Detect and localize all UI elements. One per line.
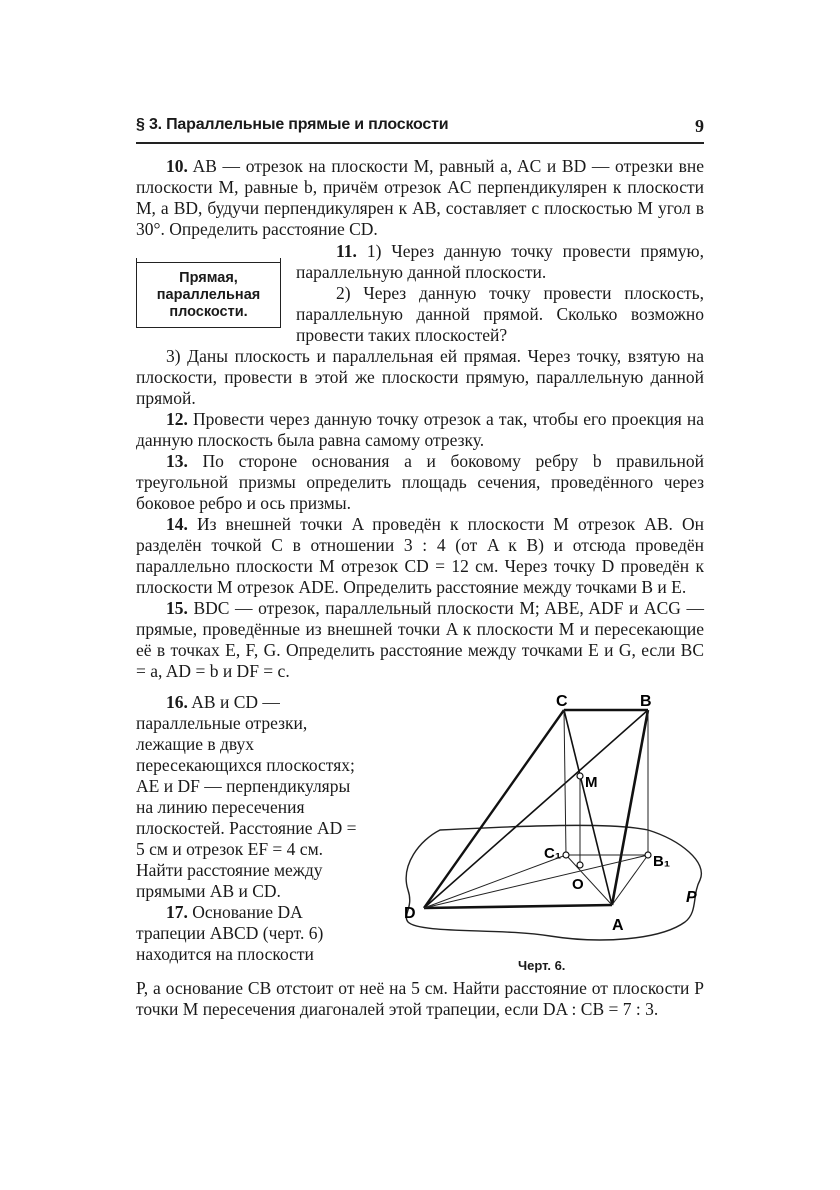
problem-10 <box>136 156 704 240</box>
label-c1: C₁ <box>544 845 562 862</box>
trapezoid-figure <box>380 690 710 950</box>
problem-text: BDC — отрезок, параллельный плоскости M; ABE, ADF и ACG — прямые, проведённые из внешней точки A к плоскости M и пересекающие её в точках E, F, G. Определить расстояние между точками E и G, если BC = a, AD = b и DF = c. <box>136 598 704 681</box>
problem-14 <box>136 514 704 598</box>
problem-text: Основание DA трапеции ABCD (черт. 6) находится на плоскости <box>136 902 324 964</box>
point-b1 <box>645 852 651 858</box>
problem-number: 13. <box>166 451 188 471</box>
sidebar-label: Прямая, параллельная плоскости. <box>156 270 261 320</box>
section-title: § 3. Параллельные прямые и плоскости <box>136 116 449 133</box>
problem-13 <box>136 451 704 514</box>
base-da <box>424 905 612 908</box>
problem-text: AB и CD — параллельные отрезки, лежащие в двух пересекающихся плоскостях; AE и DF — перпендикуляры на линию пересечения плоскостей. Расстояние AD = 5 см и отрезок EF = 4 см. Найти расстояние между прямыми AB и CD. <box>136 692 357 901</box>
problem-text: По стороне основания a и боковому ребру b правильной треугольной призмы определить площадь сечения, проведённого через боковое ребро и ось призмы. <box>136 451 704 513</box>
problem-text: Провести через данную точку отрезок a так, чтобы его проекция на данную плоскость была равна самому отрезку. <box>136 409 705 450</box>
problem-number: 10. <box>166 156 188 176</box>
problem-number: 14. <box>166 514 188 534</box>
problem-11-parts-1-2 <box>296 241 704 346</box>
proj-db1 <box>424 855 648 908</box>
problem-17-start <box>136 902 368 965</box>
problems-12-15 <box>136 409 704 682</box>
problem-number: 11. <box>336 241 357 261</box>
label-o: O <box>572 876 584 893</box>
label-d: D <box>404 905 416 922</box>
problem-12 <box>136 409 704 451</box>
problem-11-part-3 <box>136 346 704 409</box>
problem-text: 3) Даны плоскость и параллельная ей прямая. Через точку, взятую на плоскости, провести в этой же плоскости прямую, параллельную данной прямой. <box>136 346 704 408</box>
problem-number: 16. <box>166 692 188 712</box>
problems-16-17-column <box>136 692 368 965</box>
point-m <box>577 773 583 779</box>
problem-number: 17. <box>166 902 188 922</box>
page-header <box>136 116 704 144</box>
label-m: M <box>585 774 598 791</box>
problem-16 <box>136 692 368 902</box>
point-o <box>577 862 583 868</box>
problem-11-part-1: 1) Через данную точку провести прямую, параллельную данной плоскости. <box>296 241 704 282</box>
problem-15 <box>136 598 704 682</box>
problem-11-part-2: 2) Через данную точку провести плоскость, параллельную данной прямой. Сколько возможно провести таких плоскостей? <box>296 283 704 345</box>
problem-text: Из внешней точки A проведён к плоскости M отрезок AB. Он разделён точкой C в отношении 3 : 4 (от A к B) и отсюда проведён параллельно плоскости M отрезок CD = 12 см. Через точку D проведён к плоскости M отрезок ADE. Определить расстояние между точками B и E. <box>136 514 704 597</box>
topic-sidebar <box>136 258 281 328</box>
label-a: A <box>612 917 624 934</box>
side-ab <box>612 710 648 905</box>
problem-number: 12. <box>166 409 188 429</box>
diagonal-db <box>424 710 648 908</box>
side-dc <box>424 710 564 908</box>
problem-number: 15. <box>166 598 188 618</box>
page-number: 9 <box>695 116 704 136</box>
label-b: B <box>640 693 652 710</box>
label-c: C <box>556 693 568 710</box>
label-p: P <box>686 889 697 906</box>
problem-text: AB — отрезок на плоскости M, равный a, AC и BD — отрезки вне плоскости M, равные b, причём отрезок AC перпендикулярен к плоскости M, а BD, будучи перпендикулярен к AB, составляет с плоскостью M угол в 30°. Определить расстояние CD. <box>136 156 704 239</box>
problem-17-end <box>136 978 704 1020</box>
proj-dc1 <box>424 855 566 908</box>
label-b1: B₁ <box>653 853 671 870</box>
figure-caption: Черт. 6. <box>518 958 566 973</box>
plane-p-outline <box>406 825 701 940</box>
problem-text: P, а основание CB отстоит от неё на 5 см. Найти расстояние от плоскости P точки M пересечения диагоналей этой трапеции, если DA : CB = 7 : 3. <box>136 978 704 1019</box>
point-c1 <box>563 852 569 858</box>
